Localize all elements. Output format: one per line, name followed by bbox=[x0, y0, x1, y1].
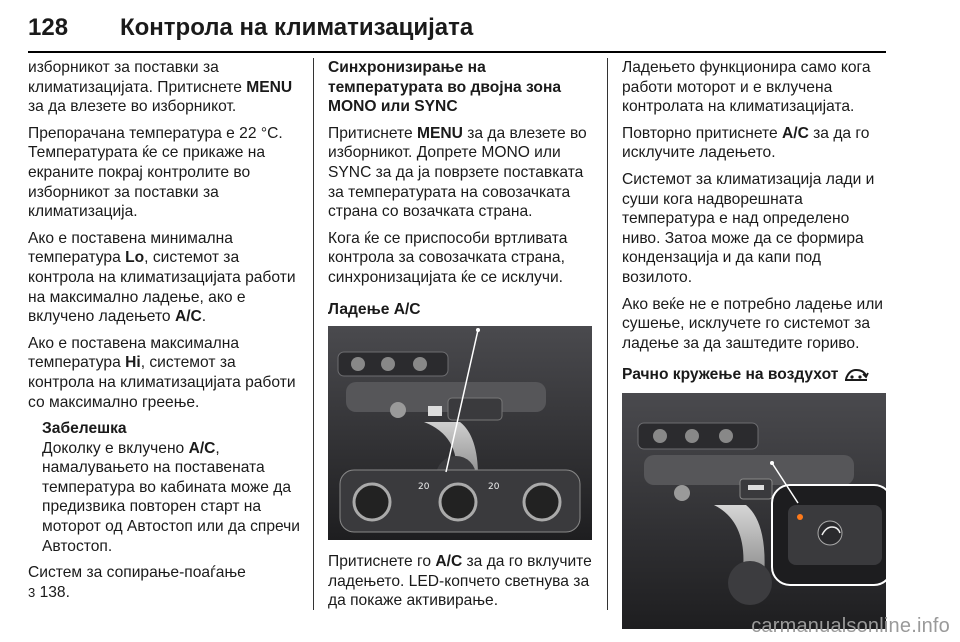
ac-keyword: A/C bbox=[781, 124, 809, 142]
note-block bbox=[28, 419, 300, 556]
text: изборникот за поставки за климатизацијата. Притиснете bbox=[28, 59, 247, 96]
text: Притиснете bbox=[328, 124, 417, 142]
paragraph-stop-start bbox=[28, 563, 300, 602]
paragraph-recommended-temp: Препорачана температура е 22 °C. Температурата ќе се прикаже на екраните покрај контролите во изборникот за поставки за климатизација. bbox=[28, 124, 283, 221]
text: Повторно притиснете bbox=[622, 124, 782, 142]
column-divider bbox=[607, 58, 608, 610]
text: Рачно кружење на воздухот bbox=[622, 366, 839, 384]
column-1 bbox=[28, 58, 300, 609]
text: Ако е поставена минимална температура bbox=[28, 229, 233, 267]
text: Ако е поставена максимална температура bbox=[28, 334, 240, 372]
text: , системот за контрола на климатизацијата работи на максимално ладење, ако е вклучено ладењето bbox=[28, 249, 296, 326]
page-header bbox=[28, 14, 886, 52]
recirculation-console-photo bbox=[622, 393, 886, 629]
page-title: Контрола на климатизацијата bbox=[120, 14, 474, 41]
paragraph-ac-off bbox=[622, 124, 890, 163]
text: за да влезете во изборникот. bbox=[28, 98, 237, 116]
note-heading: Забелешка bbox=[42, 420, 127, 438]
reference-arrow-icon: 3 bbox=[28, 584, 36, 600]
temp-label-right: 20 bbox=[488, 482, 500, 493]
paragraph-menu bbox=[28, 58, 300, 117]
text: за да влезете во изборникот. Допрете MONO или SYNC за да ја поврзете поставката за температурата на совозачката страна со возачката страна. bbox=[328, 124, 587, 221]
page-reference[interactable]: 138. bbox=[35, 583, 70, 601]
paragraph-cooling-condition: Ладењето функционира само кога работи моторот и е вклучена контролата на климатизацијата. bbox=[622, 59, 871, 116]
section-heading-sync: Синхронизирање на температурата во двојна зона MONO или SYNC bbox=[328, 59, 562, 116]
text: Притиснете го bbox=[328, 553, 436, 571]
text: , системот за контрола на климатизацијата работи со максимално греење. bbox=[28, 354, 296, 411]
console-illustration bbox=[622, 393, 886, 629]
ac-keyword: A/C bbox=[188, 439, 216, 457]
column-2 bbox=[328, 58, 594, 618]
paragraph-hi bbox=[28, 334, 300, 412]
watermark: carmanualsonline.info bbox=[751, 615, 950, 637]
text: , намалувањето на поставената температура во кабината може да предизвика повторен старт на моторот од Автостоп или да спречи Автостоп. bbox=[42, 439, 300, 555]
header-rule bbox=[28, 51, 886, 53]
temp-label-left: 20 bbox=[418, 482, 430, 493]
text: за да го вклучите ладењето. LED-копчето светнува за да покаже активирање. bbox=[328, 553, 592, 610]
note-text bbox=[42, 439, 300, 557]
paragraph-condensation: Системот за климатизација лади и суши кога надворешната температура е над определено ниво. Затоа може да се формира кондензација и да капи под возилото. bbox=[622, 170, 875, 286]
text: за да го исклучите ладењето. bbox=[622, 124, 870, 162]
menu-keyword: MENU bbox=[246, 78, 293, 96]
ac-keyword: A/C bbox=[435, 553, 463, 571]
paragraph-lo bbox=[28, 229, 300, 327]
paragraph-save-fuel: Ако веќе не е потребно ладење или сушење, исклучете го системот за ладење за да заштедите гориво. bbox=[622, 295, 884, 352]
hi-keyword: Hi bbox=[125, 354, 141, 372]
menu-keyword: MENU bbox=[416, 124, 463, 142]
section-heading-ac: Ладење A/C bbox=[328, 300, 421, 318]
paragraph-ac-on bbox=[328, 552, 594, 611]
paragraph-sync-off: Кога ќе се приспособи вртливата контрола за совозачката страна, синхронизацијата ќе се исклучи. bbox=[328, 229, 568, 286]
text: Систем за сопирање-поаѓање bbox=[28, 564, 246, 582]
page-number: 128 bbox=[28, 14, 69, 41]
console-illustration bbox=[328, 326, 592, 540]
column-3 bbox=[622, 58, 890, 629]
ac-console-photo bbox=[328, 326, 592, 540]
text: . bbox=[201, 308, 207, 326]
text: Доколку е вклучено bbox=[42, 439, 189, 457]
paragraph-sync bbox=[328, 124, 594, 222]
column-divider bbox=[313, 58, 314, 610]
air-recirculation-icon bbox=[843, 366, 869, 382]
section-heading-recirculation bbox=[622, 365, 890, 385]
ac-keyword: A/C bbox=[174, 308, 202, 326]
lo-keyword: Lo bbox=[125, 249, 145, 267]
